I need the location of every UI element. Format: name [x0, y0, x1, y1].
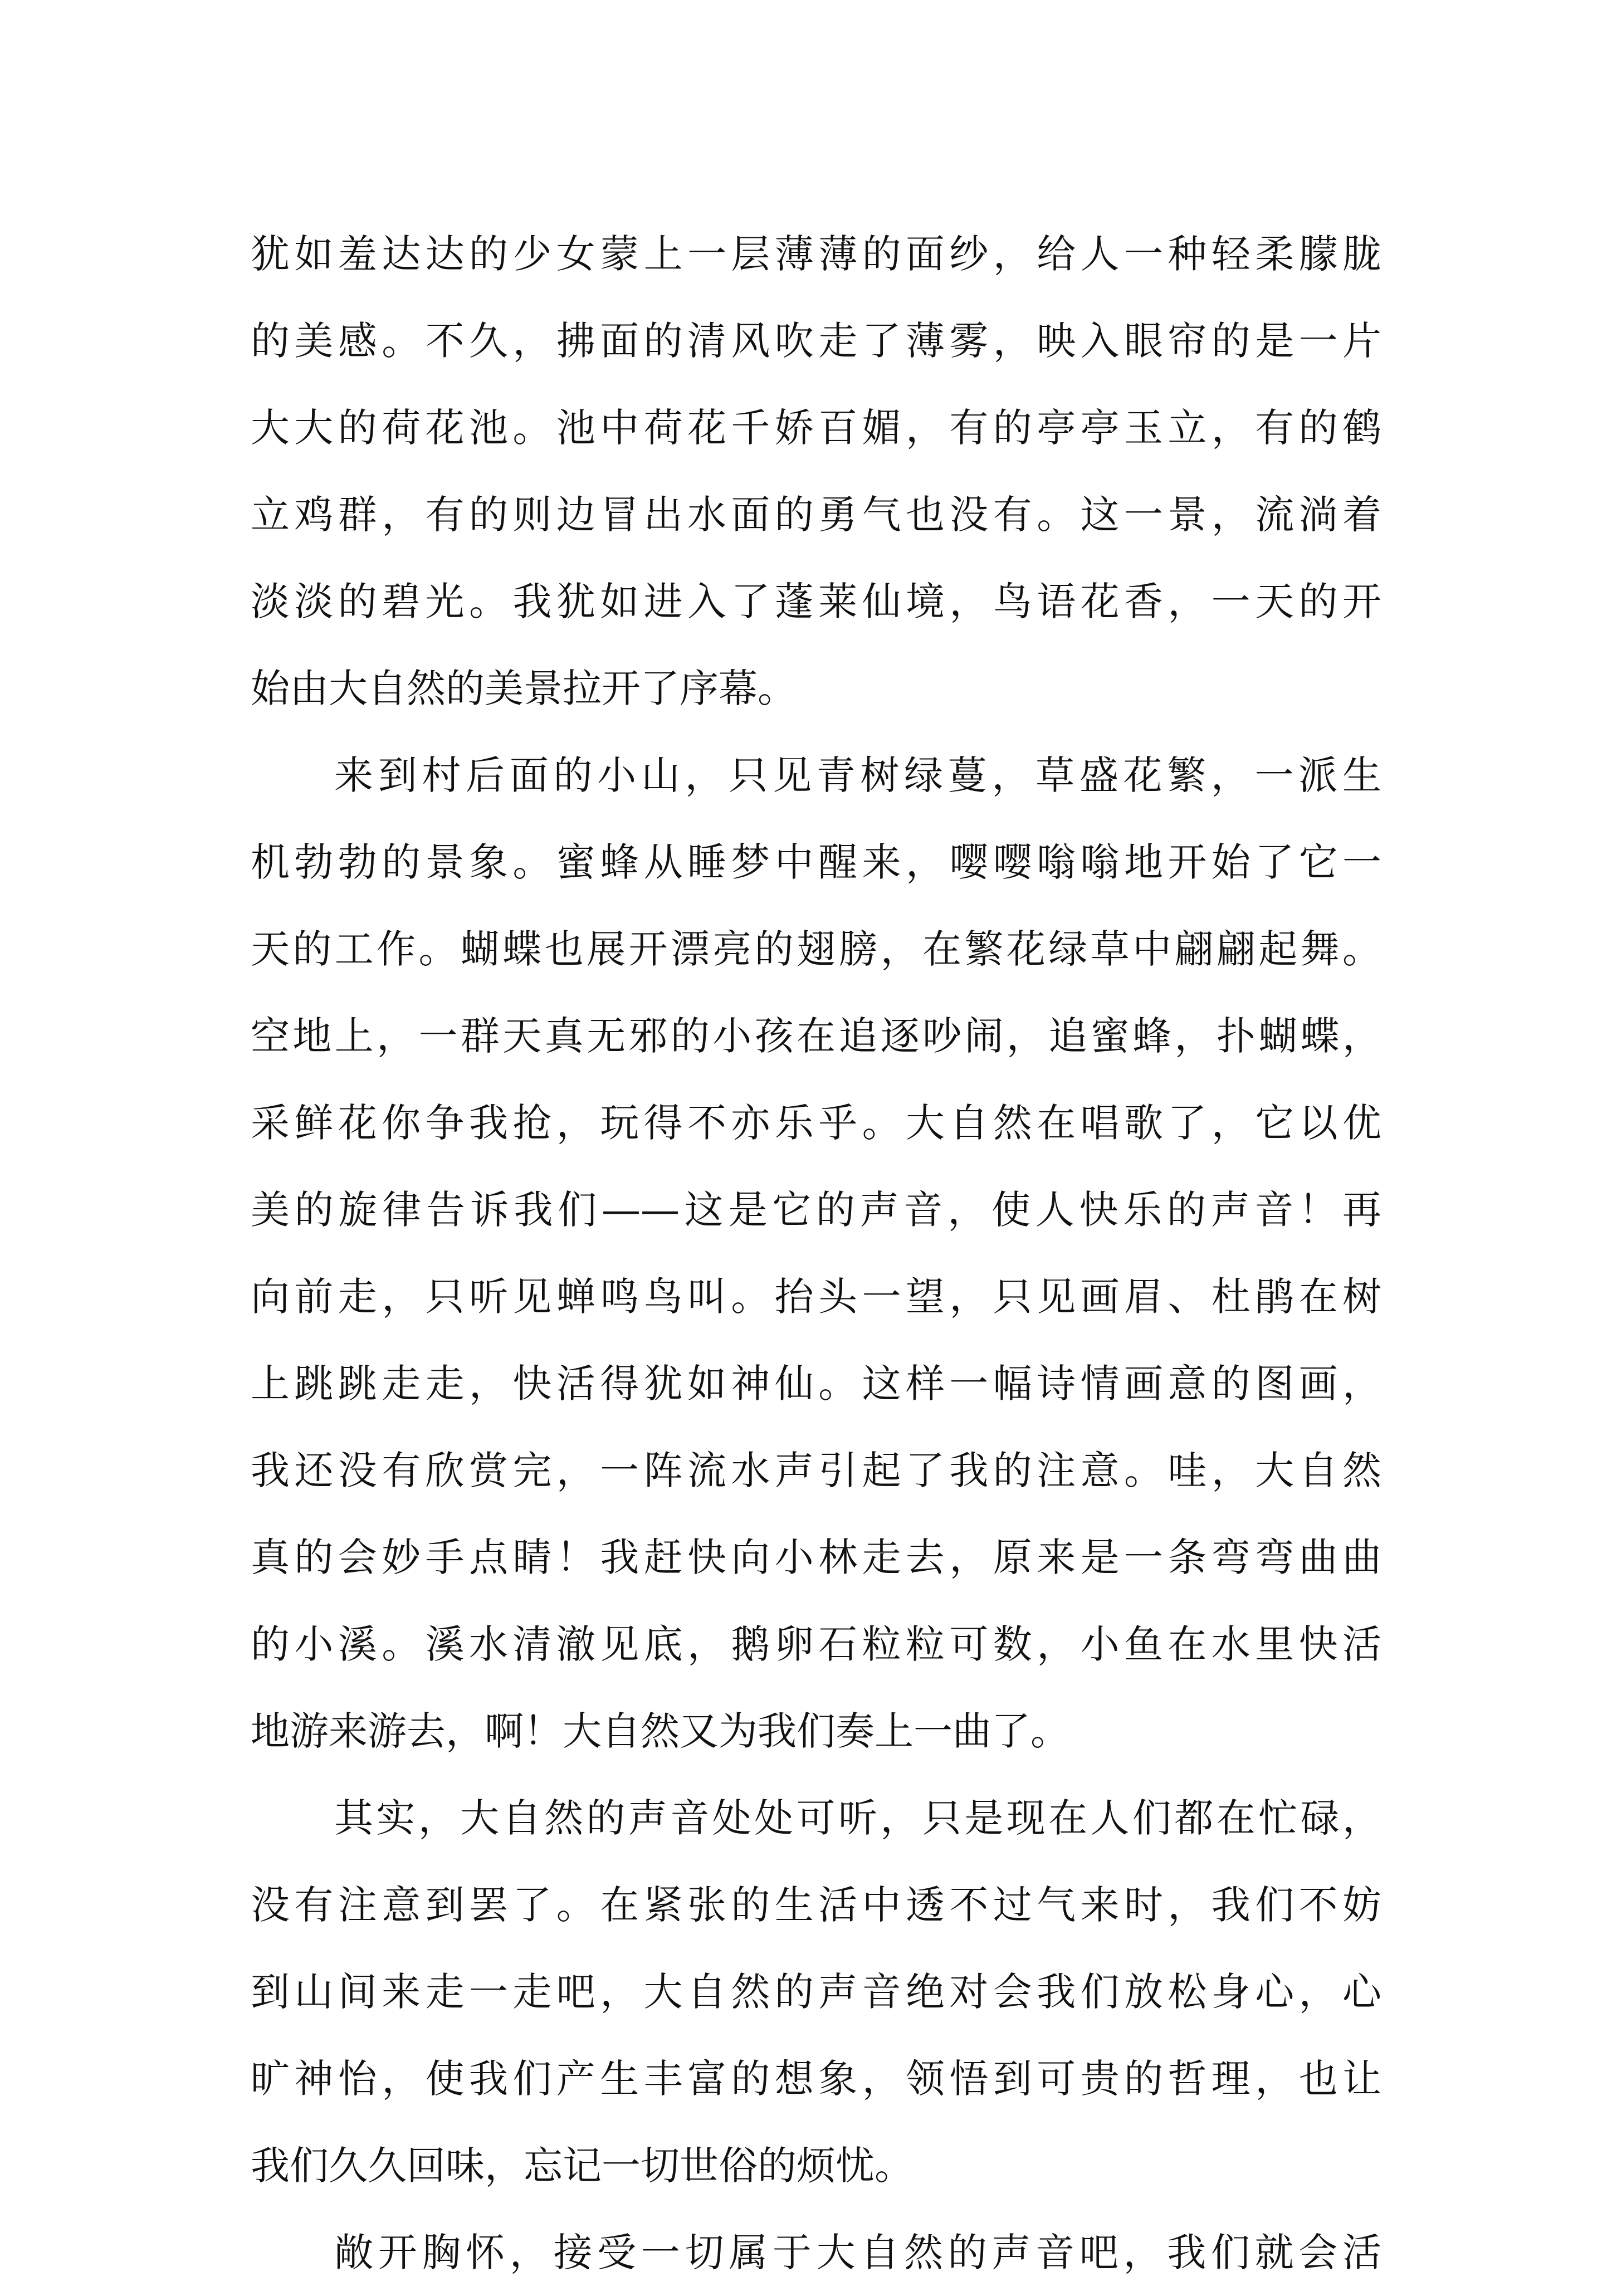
text-line: 敞开胸怀，接受一切属于大自然的声音吧，我们就会活	[334, 2230, 1381, 2275]
text-line: 向前走，只听见蝉鸣鸟叫。抬头一望，只见画眉、杜鹃在树	[251, 1274, 1381, 1320]
text-line: 上跳跳走走，快活得犹如神仙。这样一幅诗情画意的图画，	[251, 1361, 1381, 1406]
paragraph-1	[251, 211, 1381, 732]
text-line: 的美感。不久，拂面的清风吹走了薄雾，映入眼帘的是一片	[251, 318, 1381, 364]
text-line: 美的旋律告诉我们——这是它的声音，使人快乐的声音！再	[251, 1187, 1381, 1233]
text-line: 机勃勃的景象。蜜蜂从睡梦中醒来，嘤嘤嗡嗡地开始了它一	[251, 839, 1381, 885]
text-line: 其实，大自然的声音处处可听，只是现在人们都在忙碌，	[334, 1795, 1381, 1841]
text-line: 旷神怡，使我们产生丰富的想象，领悟到可贵的哲理，也让	[251, 2056, 1381, 2102]
paragraph-3	[251, 1775, 1381, 2209]
text-line: 我还没有欣赏完，一阵流水声引起了我的注意。哇，大自然	[251, 1448, 1381, 1493]
text-line: 天的工作。蝴蝶也展开漂亮的翅膀，在繁花绿草中翩翩起舞。	[251, 926, 1381, 972]
text-line: 立鸡群，有的则边冒出水面的勇气也没有。这一景，流淌着	[251, 492, 1381, 538]
text-line: 我们久久回味，忘记一切世俗的烦忧。	[251, 2143, 914, 2188]
text-line: 采鲜花你争我抢，玩得不亦乐乎。大自然在唱歌了，它以优	[251, 1100, 1381, 1146]
text-line: 的小溪。溪水清澈见底，鹅卵石粒粒可数，小鱼在水里快活	[251, 1621, 1381, 1667]
text-line: 来到村后面的小山，只见青树绿蔓，草盛花繁，一派生	[334, 753, 1381, 798]
paragraph-2	[251, 732, 1381, 1775]
text-line: 到山间来走一走吧，大自然的声音绝对会我们放松身心，心	[251, 1969, 1381, 2015]
text-line: 空地上，一群天真无邪的小孩在追逐吵闹，追蜜蜂，扑蝴蝶，	[251, 1013, 1381, 1059]
text-line: 真的会妙手点睛！我赶快向小林走去，原来是一条弯弯曲曲	[251, 1535, 1381, 1580]
text-line: 地游来游去，啊！大自然又为我们奏上一曲了。	[251, 1708, 1069, 1754]
text-line: 犹如羞达达的少女蒙上一层薄薄的面纱，给人一种轻柔朦胧	[251, 231, 1381, 277]
text-line: 没有注意到罢了。在紧张的生活中透不过气来时，我们不妨	[251, 1882, 1381, 1928]
text-line: 淡淡的碧光。我犹如进入了蓬莱仙境，鸟语花香，一天的开	[251, 579, 1381, 624]
text-line: 始由大自然的美景拉开了序幕。	[251, 666, 797, 711]
body-text	[251, 211, 1381, 2296]
paragraph-4	[251, 2209, 1381, 2296]
text-line: 大大的荷花池。池中荷花千娇百媚，有的亭亭玉立，有的鹤	[251, 405, 1381, 451]
